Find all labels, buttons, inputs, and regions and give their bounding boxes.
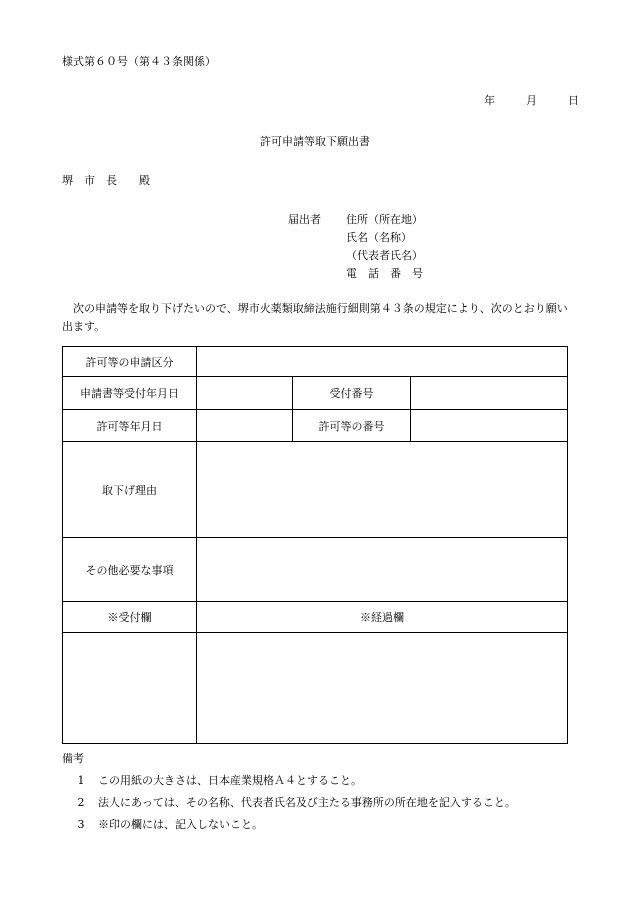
- applicant-address: 住所（所在地）: [346, 213, 423, 226]
- receipt-number-field[interactable]: [411, 377, 568, 410]
- application-category-label: 許可等の申請区分: [63, 347, 197, 377]
- withdrawal-reason-label: 取下げ理由: [63, 442, 197, 538]
- document-title: 許可申請等取下願出書: [260, 135, 370, 148]
- permit-number-label: 許可等の番号: [293, 410, 411, 442]
- permit-date-label: 許可等年月日: [63, 410, 197, 442]
- permit-date-field[interactable]: [197, 410, 293, 442]
- progress-column-field: [197, 633, 568, 744]
- year-label: 年: [484, 94, 495, 107]
- applicant-representative: （代表者氏名）: [346, 249, 423, 262]
- note-item: 2 法人にあっては、その名称、代表者氏名及び主たる事務所の所在地を記入すること。: [77, 796, 516, 809]
- reception-column-header: ※受付欄: [63, 602, 197, 633]
- withdrawal-reason-field[interactable]: [197, 442, 568, 538]
- date-line: [484, 92, 579, 108]
- applicant-name: 氏名（名称）: [346, 231, 412, 244]
- applicant-label: 届出者: [288, 213, 321, 226]
- permit-number-field[interactable]: [411, 410, 568, 442]
- other-matters-field[interactable]: [197, 538, 568, 602]
- note-item: 1 この用紙の大きさは、日本産業規格Ａ４とすること。: [77, 774, 362, 787]
- receipt-number-label: 受付番号: [293, 377, 411, 410]
- intro-text: 次の申請等を取り下げたいので、堺市火薬類取締法施行細則第４３条の規定により、次のとおり願い出ます。: [62, 302, 568, 333]
- progress-column-header: ※経過欄: [197, 602, 568, 633]
- applicant-block: [346, 211, 423, 283]
- application-table: [62, 346, 568, 744]
- month-label: 月: [526, 94, 537, 107]
- form-number: 様式第６０号（第４３条関係）: [62, 55, 216, 68]
- day-label: 日: [568, 94, 579, 107]
- receipt-date-field[interactable]: [197, 377, 293, 410]
- notes-heading: 備考: [62, 752, 84, 765]
- other-matters-label: その他必要な事項: [63, 538, 197, 602]
- receipt-date-label: 申請書等受付年月日: [63, 377, 197, 410]
- reception-column-field: [63, 633, 197, 744]
- applicant-phone: 電 話 番 号: [346, 267, 423, 280]
- addressee: 堺 市 長 殿: [62, 174, 150, 187]
- notes: [62, 748, 516, 836]
- application-category-field[interactable]: [197, 347, 568, 377]
- note-item: 3 ※印の欄には、記入しないこと。: [77, 818, 263, 831]
